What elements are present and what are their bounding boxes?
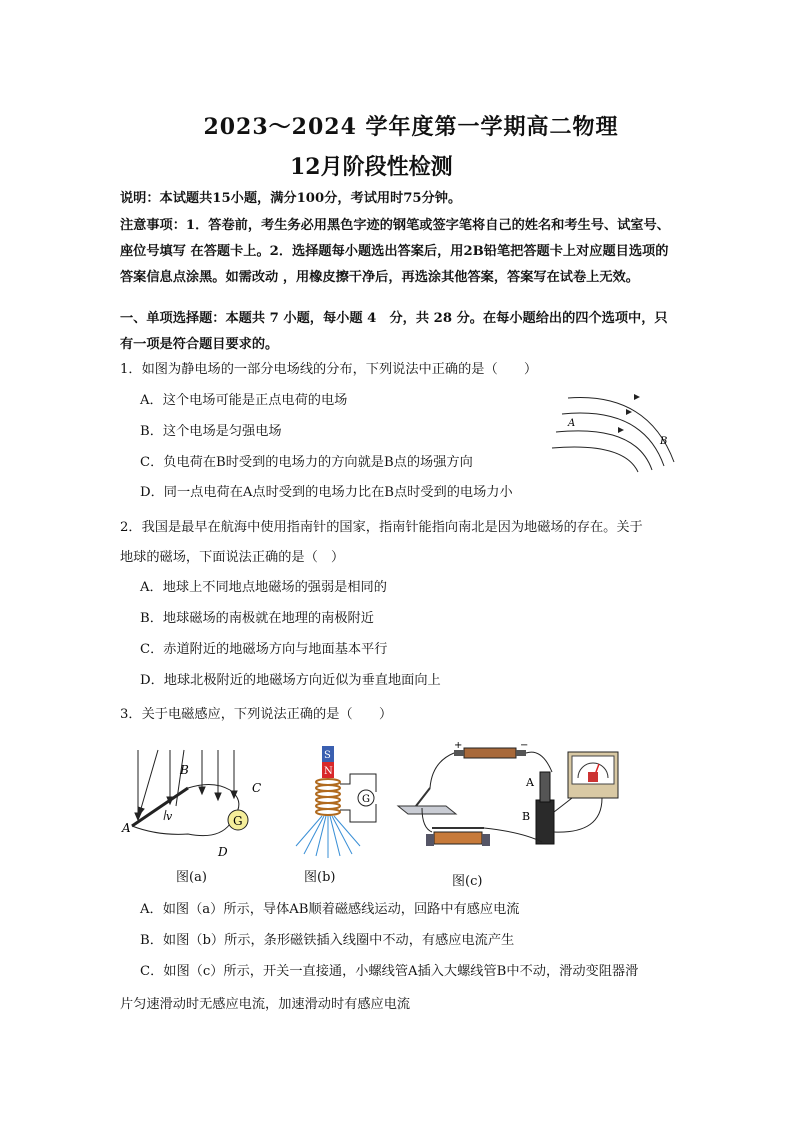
battery-plus: + bbox=[454, 742, 463, 751]
figure-b-caption: 图(b) bbox=[304, 870, 336, 885]
fig-a-point-d: D bbox=[218, 845, 228, 859]
question-2-stem-line2: 地球的磁场，下面说法正确的是（ ） bbox=[120, 550, 345, 565]
point-a-label: A bbox=[568, 418, 576, 429]
question-1-stem: 1．如图为静电场的一部分电场线的分布，下列说法中正确的是（ ） bbox=[120, 362, 538, 377]
q1-option-c: C．负电荷在B时受到的电场力的方向就是B点的场强方向 bbox=[140, 455, 473, 470]
section-heading: 一、单项选择题：本题共 7 小题，每小题 4 分，共 28 分。在每小题给出的四个选项中，只有一项是符合题目要求的。 bbox=[120, 311, 668, 352]
figure-c-induction-circuit bbox=[392, 742, 672, 862]
question-3-stem: 3．关于电磁感应，下列说法正确的是（ ） bbox=[120, 707, 393, 722]
question-2-stem-line1: 2．我国是最早在航海中使用指南针的国家，指南针能指向南北是因为地磁场的存在。关于 bbox=[120, 520, 643, 535]
q3-option-c: C．如图（c）所示，开关一直接通，小螺线管A插入大螺线管B中不动，滑动变阻器滑 bbox=[140, 964, 639, 979]
q2-option-a: A．地球上不同地点地磁场的强弱是相同的 bbox=[140, 580, 387, 595]
exam-subtitle: 12月阶段性检测 bbox=[290, 154, 453, 180]
q2-option-c: C．赤道附近的地磁场方向与地面基本平行 bbox=[140, 642, 388, 657]
q1-option-a: A．这个电场可能是正点电荷的电场 bbox=[140, 393, 348, 408]
magnet-s-label: S bbox=[324, 750, 331, 761]
fig-a-velocity: v bbox=[166, 810, 173, 823]
magnet-n-label: N bbox=[324, 766, 333, 777]
exam-note: 说明：本试题共15小题，满分100分，考试用时75分钟。 bbox=[120, 191, 462, 206]
q3-option-c-continued: 片匀速滑动时无感应电流，加速滑动时有感应电流 bbox=[120, 997, 411, 1012]
q1-option-d: D．同一点电荷在A点时受到的电场力比在B点时受到的电场力小 bbox=[140, 485, 513, 500]
figure-a-caption: 图(a) bbox=[176, 870, 207, 885]
q2-option-d: D．地球北极附近的地磁场方向近似为垂直地面向上 bbox=[140, 673, 441, 688]
coil-b-label: B bbox=[522, 810, 531, 823]
q2-option-b: B．地球磁场的南极就在地理的南极附近 bbox=[140, 611, 374, 626]
fig-a-point-b: B bbox=[180, 763, 189, 777]
q3-option-a: A．如图（a）所示，导体AB顺着磁感线运动，回路中有感应电流 bbox=[140, 902, 520, 917]
figure-a-conductor-in-field bbox=[118, 740, 268, 860]
exam-title: 2023～2024 学年度第一学期高二物理 bbox=[203, 114, 619, 140]
fig-a-point-c: C bbox=[252, 781, 262, 795]
figure-c-caption: 图(c) bbox=[452, 874, 483, 889]
point-b-label: B bbox=[660, 436, 668, 447]
galvanometer-a-label: G bbox=[233, 814, 243, 828]
electric-field-lines-figure bbox=[548, 384, 688, 474]
coil-a-label: A bbox=[526, 776, 534, 789]
attention-notes: 注意事项：1．答卷前，考生务必用黑色字迹的钢笔或签字笔将自己的姓名和考生号、试室号、座位号填写 在答题卡上。2．选择题每小题选出答案后，用2B铅笔把答题卡上对应题目选项的答案信息点涂黑。如需改动 ，用橡皮擦干净后，再选涂其他答案，答案写在试卷上无效。 bbox=[120, 218, 670, 285]
q3-option-b: B．如图（b）所示，条形磁铁插入线圈中不动，有感应电流产生 bbox=[140, 933, 515, 948]
q1-option-b: B．这个电场是匀强电场 bbox=[140, 424, 282, 439]
fig-a-point-a: A bbox=[122, 821, 131, 835]
galvanometer-b-label: G bbox=[362, 794, 370, 805]
battery-minus: − bbox=[520, 742, 529, 751]
figure-b-magnet-coil bbox=[290, 744, 380, 864]
